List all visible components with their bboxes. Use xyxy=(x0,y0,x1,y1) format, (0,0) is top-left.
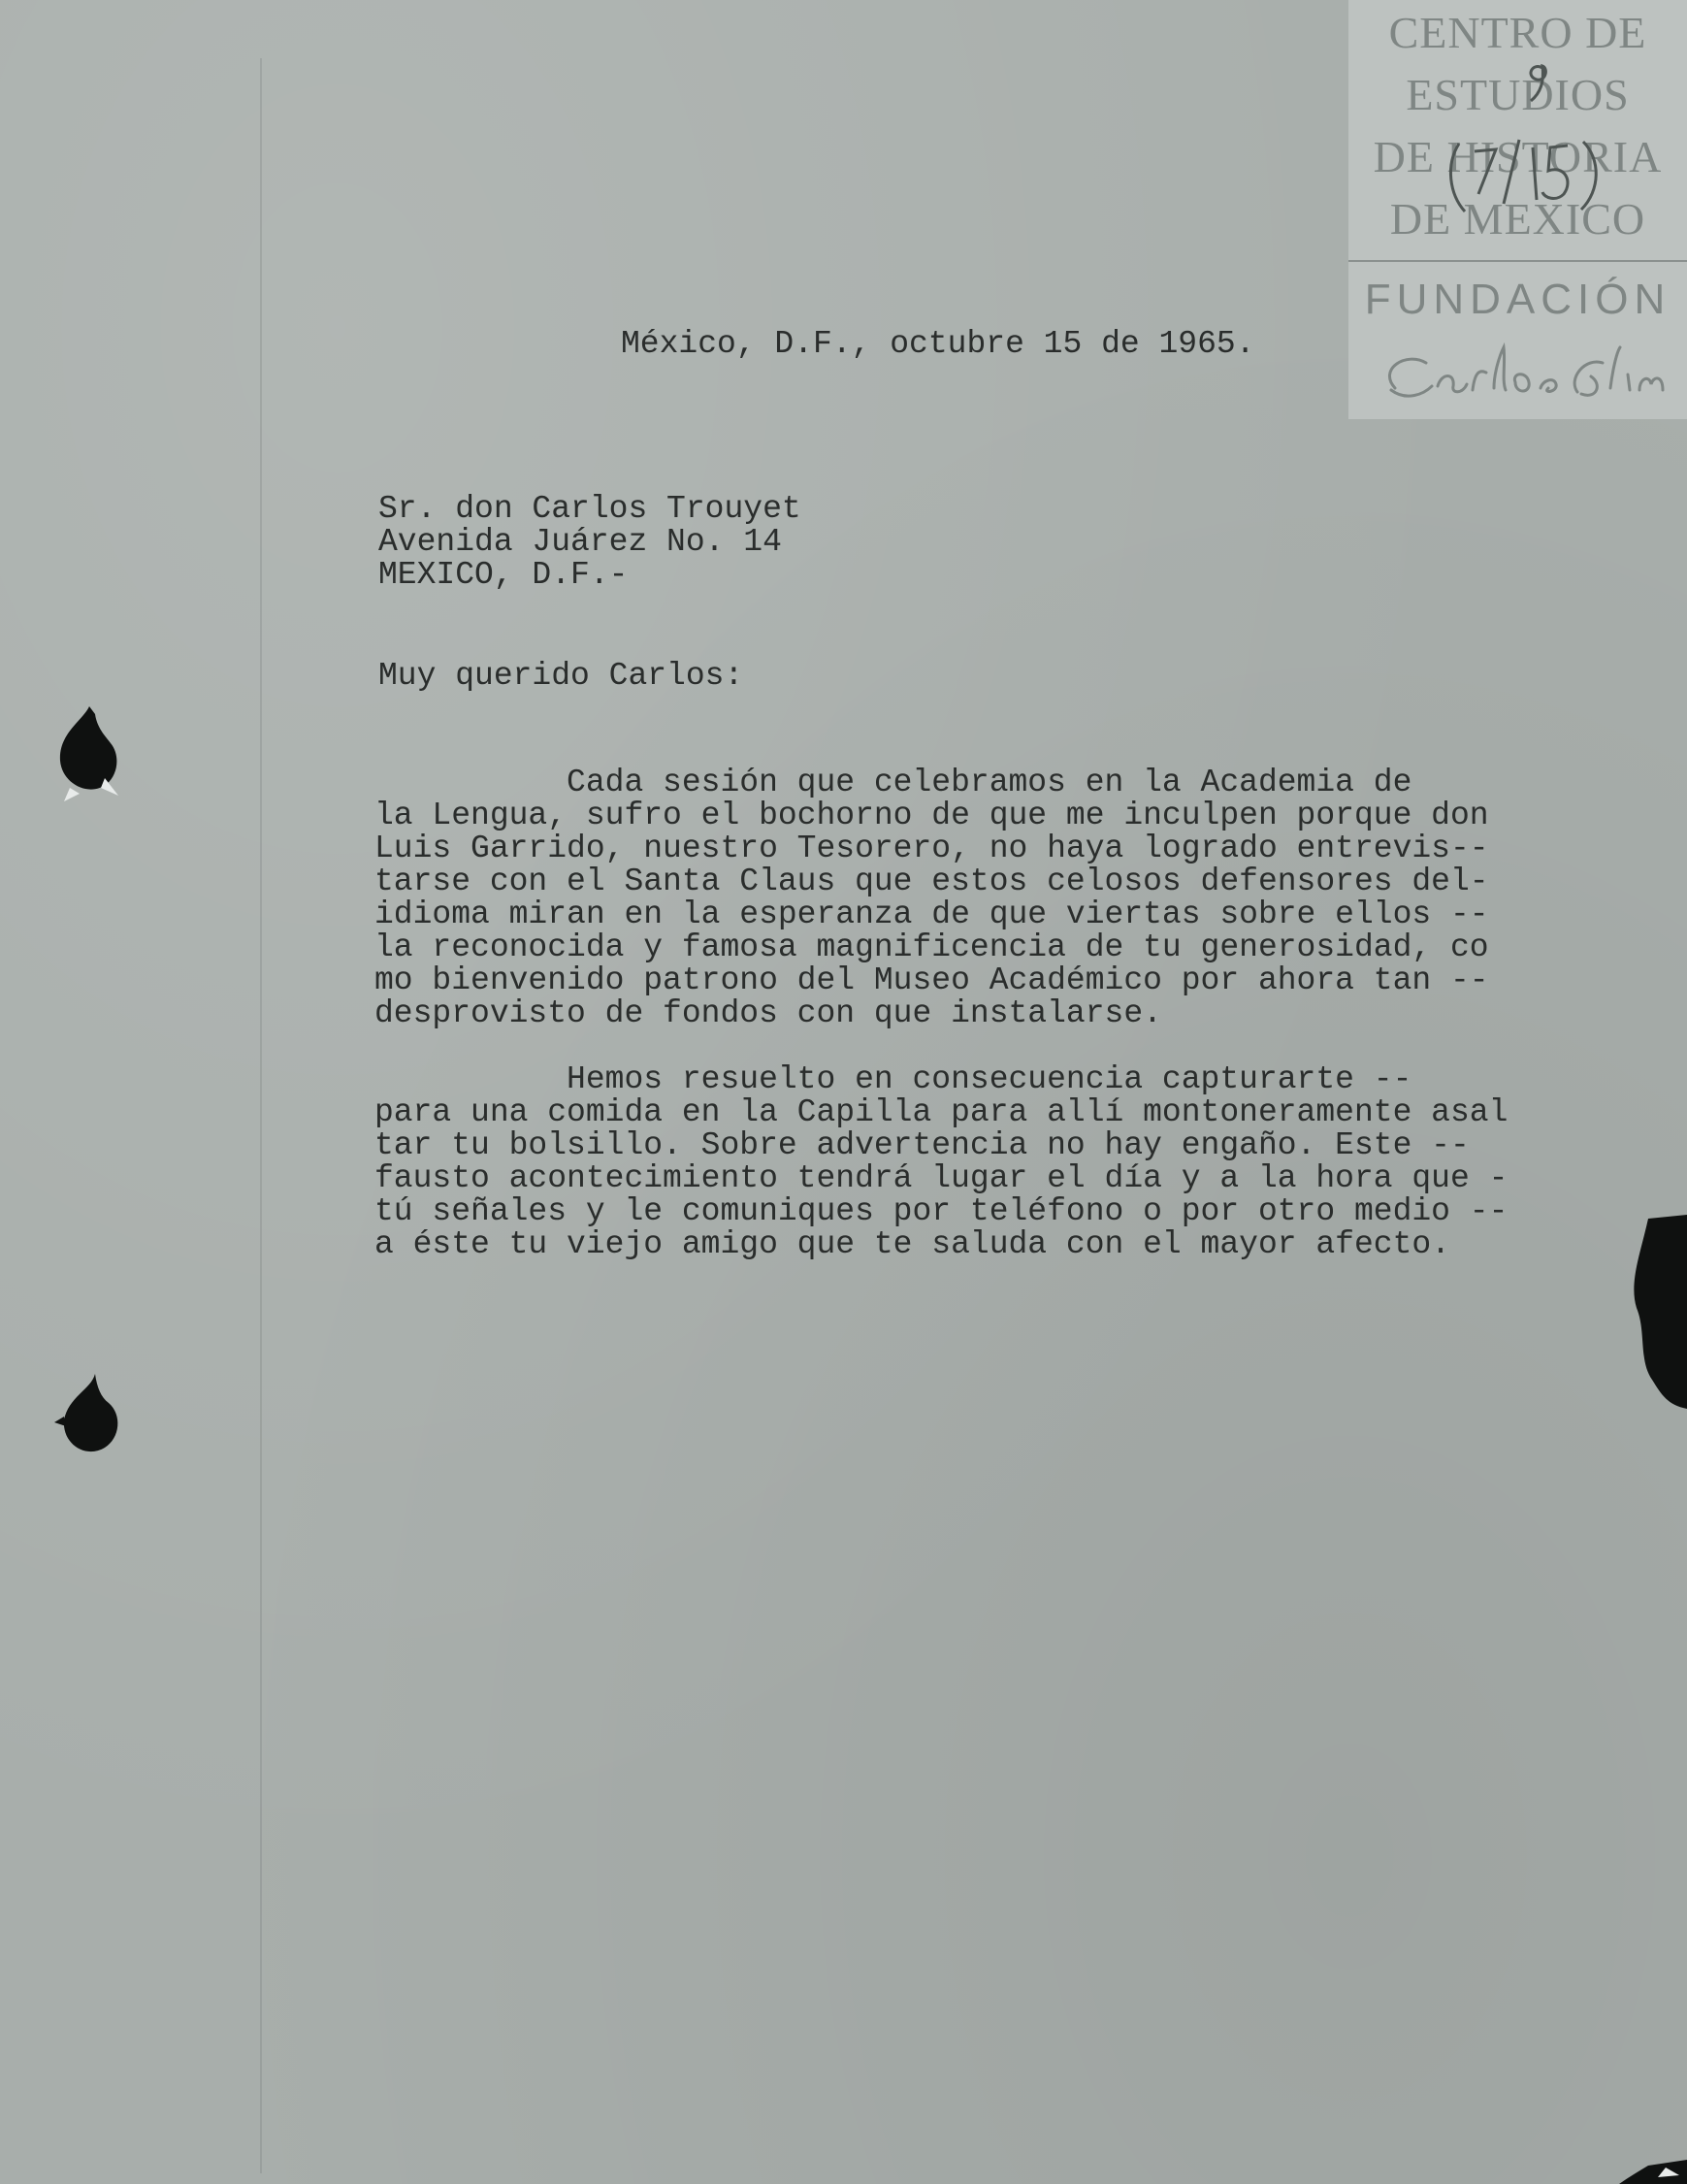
stamp-line-2: ESTUDIOS xyxy=(1406,70,1630,119)
paragraph-line: idioma miran en la esperanza de que viertas sobre ellos -- xyxy=(374,896,1489,932)
punch-hole-icon xyxy=(52,1372,130,1469)
paragraph-line: Hemos resuelto en consecuencia capturarte -- xyxy=(374,1061,1412,1097)
stamp-line-4: DE MEXICO xyxy=(1389,194,1646,244)
letter-date: México, D.F., octubre 15 de 1965. xyxy=(621,326,1255,362)
paragraph-line: la Lengua, sufro el bochorno de que me inculpen porque don xyxy=(374,798,1489,833)
stamp-foundation: FUNDACIÓN xyxy=(1364,276,1671,323)
paragraph-line: Cada sesión que celebramos en la Academia de xyxy=(374,765,1412,800)
paragraph-line: Luis Garrido, nuestro Tesorero, no haya logrado entrevis-- xyxy=(374,831,1489,866)
salutation: Muy querido Carlos: xyxy=(378,658,744,694)
address-line-3: MEXICO, D.F.- xyxy=(378,557,629,593)
stamp-line-1: CENTRO DE xyxy=(1388,8,1647,57)
paper-fold-line xyxy=(260,58,262,2173)
paragraph-line: a éste tu viejo amigo que te saluda con el mayor afecto. xyxy=(374,1226,1450,1262)
address-line-2: Avenida Juárez No. 14 xyxy=(378,524,782,560)
paragraph-line: para una comida en la Capilla para allí montoneramente asal xyxy=(374,1094,1509,1130)
torn-edge-icon xyxy=(1619,1215,1687,1409)
paragraph-line: fausto acontecimiento tendrá lugar el día y a la hora que - xyxy=(374,1160,1509,1196)
stamp-divider xyxy=(1348,260,1687,262)
punch-hole-icon xyxy=(50,701,128,807)
paragraph-line: tú señales y le comuniques por teléfono o por otro medio -- xyxy=(374,1193,1509,1229)
torn-edge-icon xyxy=(1609,2160,1687,2184)
paragraph-1 xyxy=(374,766,1489,1030)
address-line-1: Sr. don Carlos Trouyet xyxy=(378,491,801,527)
paragraph-line: tarse con el Santa Claus que estos celosos defensores del- xyxy=(374,864,1489,899)
paragraph-line: tar tu bolsillo. Sobre advertencia no hay engaño. Este -- xyxy=(374,1127,1470,1163)
handwritten-annotation-icon xyxy=(1436,58,1620,223)
recipient-address xyxy=(378,493,801,592)
paragraph-line: mo bienvenido patrono del Museo Académico por ahora tan -- xyxy=(374,962,1489,998)
paragraph-line: la reconocida y famosa magnificencia de tu generosidad, co xyxy=(374,929,1489,965)
paragraph-2 xyxy=(374,1063,1508,1261)
stamp-signature-icon xyxy=(1348,330,1687,417)
paragraph-line: desprovisto de fondos con que instalarse. xyxy=(374,995,1162,1031)
stamp-line-3: DE HISTORIA xyxy=(1373,132,1663,181)
